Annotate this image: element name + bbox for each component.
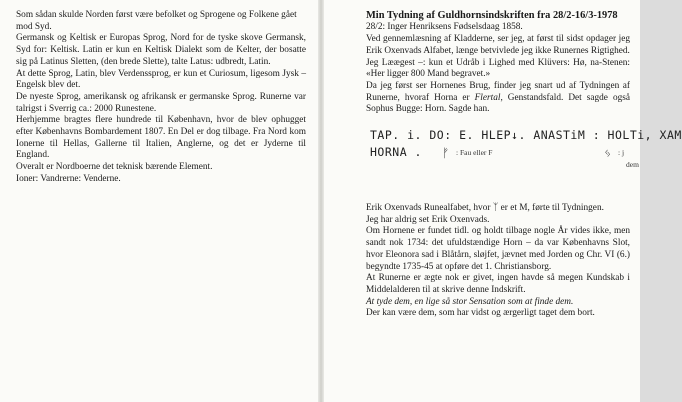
left-paragraph-3: At dette Sprog, Latin, blev Verdenssprog, er kun et Curiosum, ligesom Jysk – Engelsk blev det.: [16, 68, 306, 91]
rune-jera-label: : j: [618, 148, 625, 158]
right-paragraph-7: Om Hornene er fundet tidl. og holdt tilbage nogle År vides ikke, men sandt nok 1734: det ufuldstændige Horn – da var Københavns Slot, hvor Eleonora sad i Blåtårn, sløjfet, jævnet med Jorden og Chr. VI (6.) begyndte 1735-45 at opføre det 1. Christiansborg.: [366, 226, 630, 272]
left-paragraph-2: Germansk og Keltisk er Europas Sprog, Nord for de tyske skove Germansk, Syd for: Keltisk. Latin er kun en Keltisk Dialekt som de Kelter, der bosatte sig på Latinus Sletten, (den brede Slette), talte Latus: udbredt, Latin.: [16, 33, 306, 67]
right-paragraph-8: At Runerne er ægte nok er givet, ingen havde så megen Kundskab i Middelalderen til at skrive denne Indskrift.: [366, 273, 630, 295]
right-paragraph-4: [366, 81, 630, 116]
left-paragraph-6: Overalt er Nordboerne det teknisk bærende Element.: [16, 162, 213, 173]
p5-text-before: Erik Oxenvads Runealfabet, hvor: [366, 203, 493, 214]
dem-label: dem: [626, 160, 639, 170]
rune-fehu-label: : Fau eller F: [456, 148, 493, 158]
right-paragraph-3: Jeg Læægest –: kun et Udråb i Lighed med Klüvers: Hø, na-Stenen: «Her ligger 800 Mand begravet.»: [366, 57, 630, 80]
rune-jera-icon: ᛃ: [604, 146, 612, 161]
left-paragraph-1: Som sådan skulde Norden først være befolket og Sprogene og Folkene gået mod Syd.: [16, 10, 297, 32]
right-paragraph-1: 28/2: Inger Henriksens Fødselsdaag 1858.: [366, 22, 523, 33]
inscription-line-2: HORNA .: [370, 145, 422, 160]
p4-italic-word: Flertal: [474, 92, 501, 103]
p4-text-before: Da jeg først ser Hornenes Brug, finder jeg snart ud af Tydningen af Runerne, hvoraf Horna er: [366, 80, 630, 103]
p9-italic-text: At tyde dem, en lige så stor Sensation som at finde dem.: [366, 296, 574, 307]
right-paragraph-10: Der kan være dem, som har vidst og ærgerligt taget dem bort.: [366, 308, 595, 319]
right-paragraph-2: Ved gennemlæsning af Kladderne, ser jeg, at først til sidst opdager jeg Erik Oxenvads Alfabet, længe betvivlede jeg ikke Runernes Rigtighed.: [366, 34, 630, 56]
left-paragraph-5: Herhjemme bragtes flere hundrede til København, hvor de blev ophugget efter Københavns Bombardement 1807. En Del er dog tilbage. Fra Nord kom Ionerne til Hellas, Gallerne til Italien, Anglerne, og det er Jyderne til England.: [16, 115, 306, 161]
rune-m-icon: ᛉ: [492, 202, 499, 214]
right-paragraph-9: [366, 297, 630, 309]
right-paragraph-6: Jeg har aldrig set Erik Oxenvads.: [366, 214, 490, 225]
rune-fehu-icon: ᚠ: [442, 146, 450, 161]
right-page: [324, 0, 682, 402]
left-paragraph-7: Ioner: Vandrerne: Venderne.: [16, 173, 121, 184]
left-page: [0, 0, 318, 402]
page-title: Min Tydning af Guldhornsindskriften fra 28/2-16/3-1978: [366, 10, 618, 21]
p5-text-after: er et M, førte til Tydningen.: [498, 203, 604, 214]
left-paragraph-4: De nyeste Sprog, amerikansk og afrikansk er germanske Sprog. Runerne var talrigst i Sverrig ca.: 2000 Runestene.: [16, 91, 306, 114]
right-paragraph-5: [366, 202, 630, 215]
inscription-line-1: TAP. i. DO: E. HLEP↓. ANASTiM : HOLTi, XAM: [370, 128, 682, 143]
handwritten-inscription: [366, 126, 682, 176]
p4-text-after: , Genstandsfald. Det sagde også Sophus Bugge: Horn. Sagde han.: [366, 92, 630, 115]
